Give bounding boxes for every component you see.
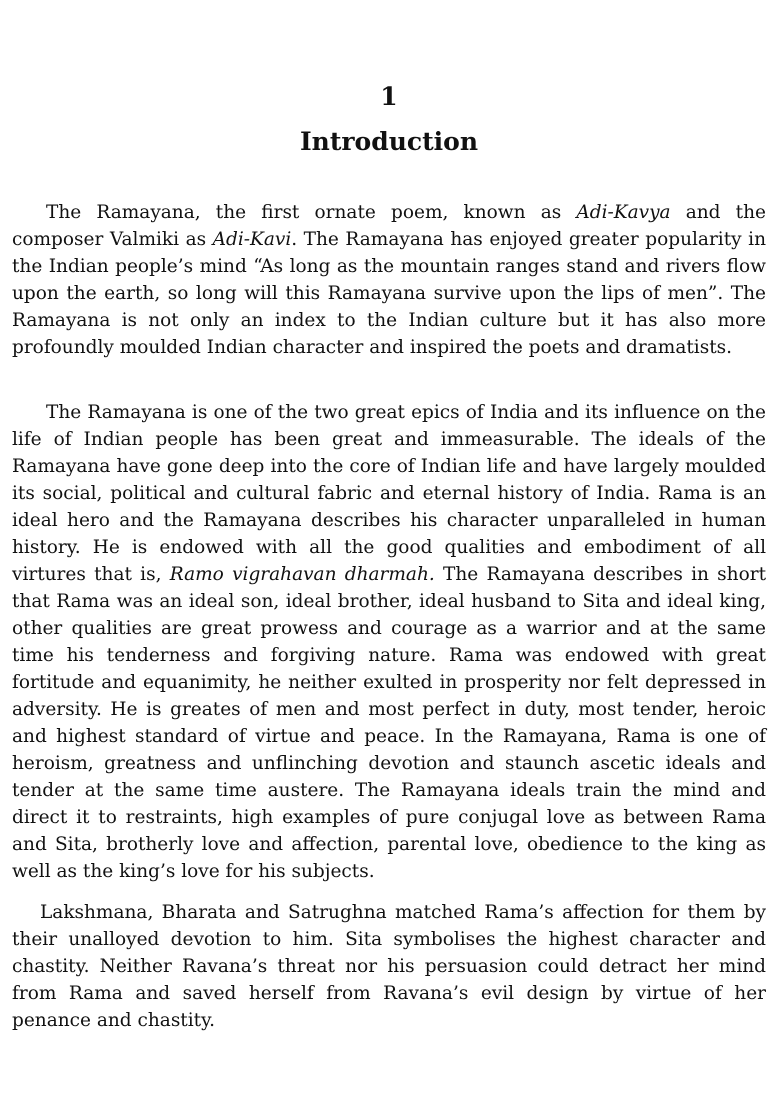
paragraph-1 [12,199,766,361]
adi-kavi-term: Adi-Kavi [212,229,292,250]
paragraph-3-text: Lakshmana, Bharata and Satrughna matched Rama’s affection for them by their unalloyed devotion to him. Sita symbolises the highest character and chastity. Neither Ravana’s threat nor his persuasion could detract her mind from Rama and saved herself from Ravana’s evil design by virtue of her penance and chastity. [12,902,766,1031]
sanskrit-phrase: Ramo vigrahavan dharmah. [169,564,435,585]
paragraph-3 [12,899,766,1034]
paragraph-1-text-b: and the composer Valmiki as [12,202,766,250]
chapter-number: 1 [380,82,398,111]
paragraph-2-text-a: The Ramayana is one of the two great epics of India and its influence on the life of Indian people has been great and immeasurable. The ideals of the Ramayana have gone deep into the core of Indian life and have largely moulded its social, political and cultural fabric and eternal history of India. Rama is an ideal hero and the Ramayana describes his character unparalleled in human history. He is endowed with all the good qualities and embodiment of all virtures that is, [12,402,766,585]
chapter-title: Introduction [299,127,479,156]
paragraph-1-text-a: The Ramayana, the first ornate poem, known as [46,202,577,223]
book-page [12,0,766,1108]
paragraph-1-text-c: . The Ramayana has enjoyed greater popularity in the Indian people’s mind “As long as the mountain ranges stand and rivers flow upon the earth, so long will this Ramayana survive upon the lips of men”. The Ramayana is not only an index to the Indian culture but it has also more profoundly moulded Indian character and inspired the poets and dramatists. [12,229,766,358]
paragraph-2 [12,399,766,885]
adi-kavya-term: Adi-Kavya [576,202,671,223]
paragraph-2-text-b: The Ramayana describes in short that Rama was an ideal son, ideal brother, ideal husband to Sita and ideal king, other qualities are great prowess and courage as a warrior and at the same time his tenderness and forgiving nature. Rama was endowed with great fortitude and equanimity, he neither exulted in prosperity nor felt depressed in adversity. He is greates of men and most perfect in duty, most tender, heroic and highest standard of virtue and peace. In the Ramayana, Rama is one of heroism, greatness and unflinching devotion and staunch ascetic ideals and tender at the same time austere. The Ramayana ideals train the mind and direct it to restraints, high examples of pure conjugal love as between Rama and Sita, brotherly love and affection, parental love, obedience to the king as well as the king’s love for his subjects. [12,564,767,882]
